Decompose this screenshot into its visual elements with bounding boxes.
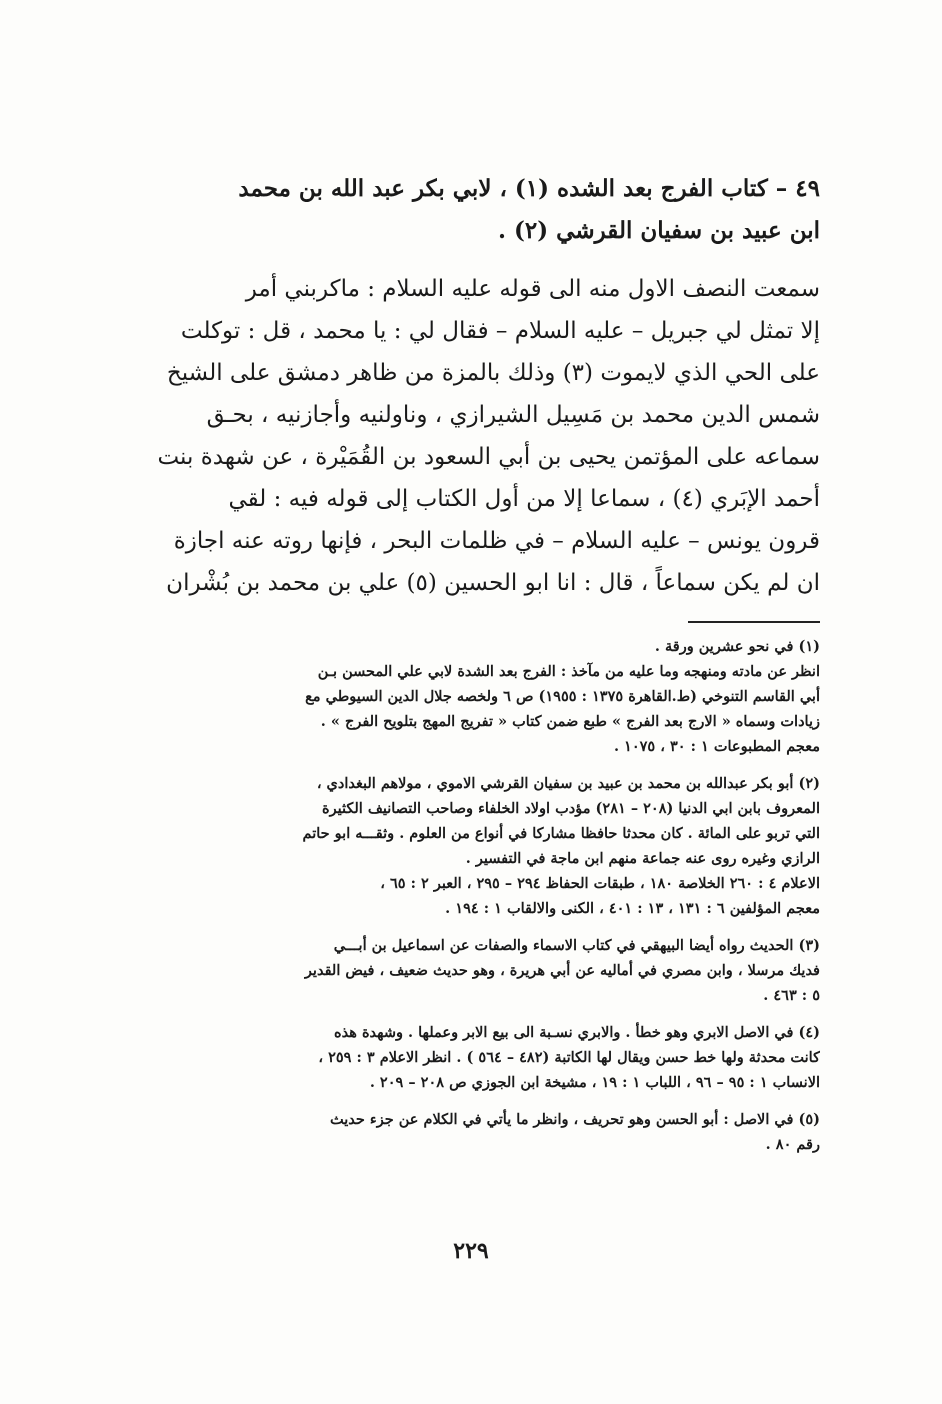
footnote-3 <box>150 933 820 1008</box>
footnote-line: زيادات وسماه « الارج بعد الفرج » طبع ضمن كتاب « تفريج المهج بتلويح الفرج » . <box>320 713 820 730</box>
footnote-separator <box>688 621 820 623</box>
footnote-line: معجم المطبوعات ١ : ٣٠ ، ١٠٧٥ . <box>613 738 820 755</box>
entry-body <box>150 268 820 604</box>
body-line: قرون يونس – عليه السلام – في ظلمات البحر ، فإنها روته عنه اجازة <box>173 528 820 554</box>
body-line: إلا تمثل لي جبريل – عليه السلام – فقال لي : يا محمد ، قل : توكلت <box>180 318 820 344</box>
footnote-line: الانساب ١ : ٩٥ – ٩٦ ، اللباب ١ : ١٩ ، مشيخة ابن الجوزي ص ٢٠٨ – ٢٠٩ . <box>369 1074 820 1091</box>
footnote-line: التي تربو على المائة . كان محدثا حافظا مشاركا في أنواع من العلوم . وثقـــه ابو حاتم <box>302 825 820 842</box>
footnote-2 <box>150 771 820 921</box>
entry-heading <box>150 168 820 252</box>
footnote-1 <box>150 634 820 759</box>
footnote-4 <box>150 1020 820 1095</box>
body-line: شمس الدين محمد بن مَسِيل الشيرازي ، وناولنيه وأجازنيه ، بحـق <box>206 402 820 428</box>
footnote-5 <box>150 1107 820 1157</box>
body-line: سمعت النصف الاول منه الى قوله عليه السلام : ماكربني أمر <box>245 276 820 302</box>
footnote-line: ٥ : ٤٦٣ . <box>763 987 820 1004</box>
heading-line: ٤٩ – كتاب الفرج بعد الشده (١) ، لابي بكر عبد الله بن محمد <box>238 175 820 202</box>
footnote-line: المعروف بابن ابي الدنيا (٢٠٨ – ٢٨١) مؤدب اولاد الخلفاء وصاحب التصانيف الكثيرة <box>321 800 820 817</box>
footnote-line: معجم المؤلفين ٦ : ١٣١ ، ١٣ : ٤٠١ ، الكنى والالقاب ١ : ١٩٤ . <box>445 900 820 917</box>
heading-line: ابن عبيد بن سفيان القرشي (٢) . <box>498 217 820 244</box>
footnote-line: الاعلام ٤ : ٢٦٠ الخلاصة ١٨٠ ، طبقات الحفاظ ٢٩٤ – ٢٩٥ ، العبر ٢ : ٦٥ ، <box>380 875 820 892</box>
body-line: ان لم يكن سماعاً ، قال : انا ابو الحسين (٥) علي بن محمد بن بُشْران <box>166 570 820 596</box>
body-line: أحمد الإبَري (٤) ، سماعا إلا من أول الكتاب إلى قوله فيه : لقي <box>228 486 820 512</box>
body-line: سماعه على المؤتمن يحيى بن أبي السعود بن القُمَيْرة ، عن شهدة بنت <box>157 444 820 470</box>
footnote-line: (٣) الحديث رواه أيضا البيهقي في كتاب الاسماء والصفات عن اسماعيل بن أبـــي <box>333 937 820 954</box>
footnote-line: (٢) أبو بكر عبدالله بن محمد بن عبيد بن سفيان القرشي الاموي ، مولاهم البغدادي ، <box>316 775 820 792</box>
footnote-line: رقم ٨٠ . <box>765 1136 820 1153</box>
footnote-line: انظر عن مادته ومنهجه وما عليه من مآخذ : الفرج بعد الشدة لابي علي المحسن بـن <box>317 663 820 680</box>
footnote-line: فديك مرسلا ، وابن مصري في أماليه عن أبي هريرة ، وهو حديث ضعيف ، فيض القدير <box>304 962 820 979</box>
footnote-line: (٥) في الاصل : أبو الحسن وهو تحريف ، وانظر ما يأتي في الكلام عن جزء حديث <box>330 1111 820 1128</box>
body-line: على الحي الذي لايموت (٣) وذلك بالمزة من ظاهر دمشق على الشيخ <box>166 360 820 386</box>
footnote-line: كانت محدثة ولها خط حسن ويقال لها الكاتبة (٤٨٢ – ٥٦٤ ) . انظر الاعلام ٣ : ٢٥٩ ، <box>318 1049 820 1066</box>
page-number: ٢٢٩ <box>453 1238 489 1264</box>
footnote-line: الرازي وغيره روى عنه جماعة منهم ابن ماجة في التفسير . <box>465 850 820 867</box>
footnote-line: (١) في نحو عشرين ورقة . <box>654 638 820 655</box>
footnote-line: أبي القاسم التنوخي (ط.القاهرة ١٣٧٥ : ١٩٥٥) ص ٦ ولخصه جلال الدين السيوطي مع <box>305 688 820 705</box>
footnote-line: (٤) في الاصل الابري وهو خطأ . والابري نسـبة الى بيع الابر وعملها . وشهدة هذه <box>334 1024 820 1041</box>
footnotes <box>150 634 820 1169</box>
